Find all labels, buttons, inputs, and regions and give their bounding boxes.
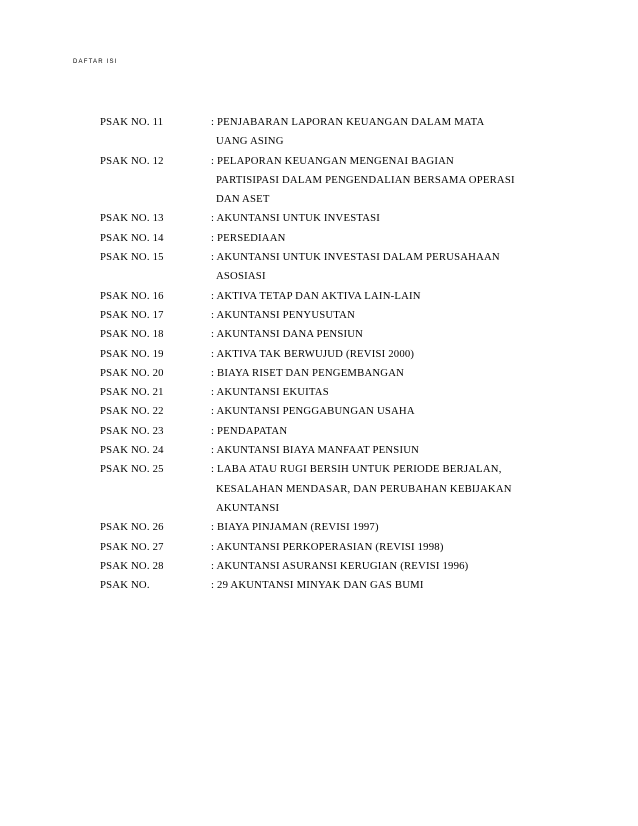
toc-entry-title-line: : LABA ATAU RUGI BERSIH UNTUK PERIODE BERJALAN, [211, 463, 502, 476]
toc-entry-title-line: : AKUNTANSI PERKOPERASIAN (REVISI 1998) [211, 540, 444, 553]
toc-entry-title [211, 422, 530, 441]
toc-entry-code: PSAK NO. 20 [100, 366, 164, 379]
toc-entry-title-line: : AKUNTANSI EKUITAS [211, 386, 329, 399]
toc-entry [100, 325, 530, 344]
toc-entry-title [211, 557, 530, 576]
toc-entry-title [211, 306, 530, 325]
toc-entry [100, 518, 530, 537]
toc-entry-code: PSAK NO. 16 [100, 289, 164, 302]
toc-entry-code: PSAK NO. 17 [100, 308, 164, 321]
toc-entry-code: PSAK NO. 23 [100, 424, 164, 437]
toc-entry-title [211, 402, 530, 421]
toc-entry-title-line: : PELAPORAN KEUANGAN MENGENAI BAGIAN [211, 154, 454, 167]
toc-entry-title [211, 229, 530, 248]
toc-entry [100, 229, 530, 248]
toc-entry-title-line: : PENDAPATAN [211, 424, 288, 437]
toc-entry-title-line: KESALAHAN MENDASAR, DAN PERUBAHAN KEBIJAKAN [216, 482, 512, 495]
toc-entry [100, 441, 530, 460]
toc-entry-title-line: AKUNTANSI [216, 501, 280, 514]
toc-entry [100, 402, 530, 421]
toc-entry-code: PSAK NO. 14 [100, 231, 164, 244]
toc-entry-title [211, 113, 530, 152]
toc-entry-code: PSAK NO. 24 [100, 444, 164, 457]
toc-entry-title [211, 209, 530, 228]
toc-entry-title [211, 383, 530, 402]
toc-entry [100, 557, 530, 576]
toc-entry-title-line: : AKTIVA TAK BERWUJUD (REVISI 2000) [211, 347, 415, 360]
toc-entry [100, 364, 530, 383]
toc-entry-title [211, 364, 530, 383]
toc-entry-title [211, 576, 530, 595]
toc-entry-code: PSAK NO. 26 [100, 521, 164, 534]
toc-entry-code: PSAK NO. 22 [100, 405, 164, 418]
toc-entry [100, 576, 530, 595]
toc-entry-title-line: : AKUNTANSI BIAYA MANFAAT PENSIUN [211, 444, 420, 457]
toc-entry [100, 538, 530, 557]
toc-entry-code: PSAK NO. 19 [100, 347, 164, 360]
toc-entry-title [211, 345, 530, 364]
toc-entry [100, 306, 530, 325]
toc-entry-title-line: : BIAYA RISET DAN PENGEMBANGAN [211, 366, 405, 379]
toc-entry-title [211, 325, 530, 344]
toc-entry [100, 345, 530, 364]
toc-entry [100, 460, 530, 518]
page-header: DAFTAR ISI [73, 59, 118, 65]
toc-entry-title [211, 441, 530, 460]
toc-entry-title-line: : PERSEDIAAN [211, 231, 286, 244]
toc-entry-title-line: : PENJABARAN LAPORAN KEUANGAN DALAM MATA [211, 116, 485, 128]
toc-entry-code: PSAK NO. 12 [100, 154, 164, 167]
toc-entry-code: PSAK NO. 28 [100, 559, 164, 572]
toc-entry-title-line: : BIAYA PINJAMAN (REVISI 1997) [211, 521, 379, 534]
toc-entry-title [211, 287, 530, 306]
toc-entry-title [211, 152, 530, 210]
toc-entry-title-line: DAN ASET [216, 193, 270, 206]
toc-entry [100, 383, 530, 402]
toc-entry-code: PSAK NO. 15 [100, 251, 164, 264]
toc-entry-code: PSAK NO. 18 [100, 328, 164, 341]
toc-entry-code: PSAK NO. 13 [100, 212, 164, 225]
toc-entry [100, 209, 530, 228]
toc-entry-title [211, 518, 530, 537]
toc-entry-title [211, 460, 530, 518]
toc-entry-title-line: : AKUNTANSI PENGGABUNGAN USAHA [211, 405, 415, 418]
toc-entry [100, 113, 530, 152]
toc-entry [100, 152, 530, 210]
toc-entry-title-line: UANG ASING [216, 135, 284, 148]
toc-entry-code: PSAK NO. 25 [100, 463, 164, 476]
toc-entry-title [211, 248, 530, 287]
toc-entry-title-line: : 29 AKUNTANSI MINYAK DAN GAS BUMI [211, 579, 424, 592]
toc-entry-code: PSAK NO. 11 [100, 116, 164, 128]
toc-entry-code: PSAK NO. [100, 579, 150, 592]
toc-entry-title-line: : AKUNTANSI DANA PENSIUN [211, 328, 364, 341]
toc-entry-title-line: : AKUNTANSI UNTUK INVESTASI [211, 212, 381, 225]
toc-entry-title-line: PARTISIPASI DALAM PENGENDALIAN BERSAMA OPERASI [216, 173, 515, 186]
toc-entry-title-line: : AKTIVA TETAP DAN AKTIVA LAIN-LAIN [211, 289, 421, 302]
toc-entry-title-line: : AKUNTANSI UNTUK INVESTASI DALAM PERUSAHAAN [211, 251, 500, 264]
toc-entry [100, 287, 530, 306]
table-of-contents [100, 113, 530, 595]
toc-entry [100, 422, 530, 441]
toc-entry-title [211, 538, 530, 557]
toc-entry-code: PSAK NO. 21 [100, 386, 164, 399]
toc-entry-title-line: : AKUNTANSI ASURANSI KERUGIAN (REVISI 1996) [211, 559, 469, 572]
toc-entry-title-line: : AKUNTANSI PENYUSUTAN [211, 308, 356, 321]
toc-entry [100, 248, 530, 287]
toc-entry-code: PSAK NO. 27 [100, 540, 164, 553]
toc-entry-title-line: ASOSIASI [216, 270, 266, 283]
